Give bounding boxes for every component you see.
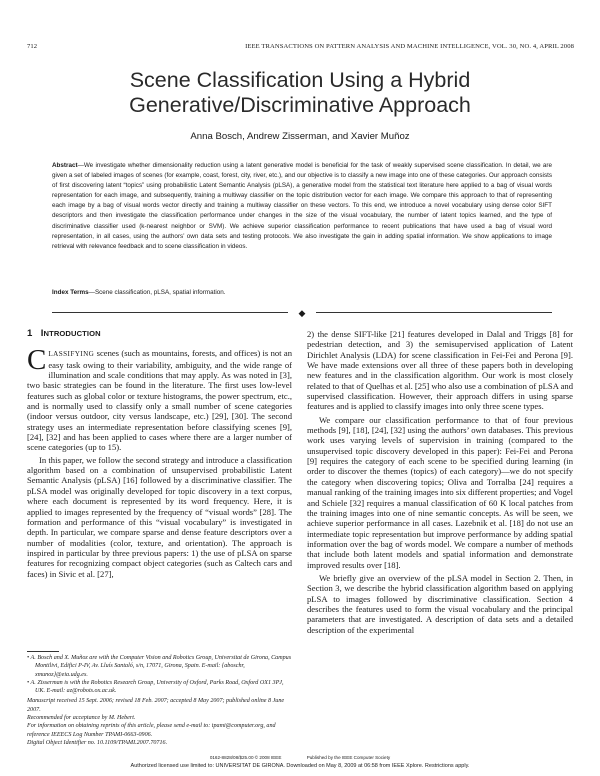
- paper-title: [0, 68, 600, 118]
- right-paragraph-3: We briefly give an overview of the pLSA model in Section 2. Then, in Section 3, we describe the hybrid classification algorithm based on applying pLSA to images followed by discriminative classification. Section 4 describes the features used to form the visual vocabulary and the principal parameters that are investigated. A description of data sets and a detailed description of the experimental: [307, 572, 573, 635]
- footnote-affiliation-1: • A. Bosch and X. Muñoz are with the Computer Vision and Robotics Group, Universitat de Girona, Campus Montilivi, Edifici P-IV, Av. Lluís Santaló, s/n, 17071, Girona, Spain. E-mail: {aboschr, xmunoz}@eia.udg.es.: [27, 655, 292, 678]
- abstract: [52, 161, 552, 252]
- footnote-affiliation-2: • A. Zisserman is with the Robotics Research Group, University of Oxford, Parks Road, Oxford OX1 3PJ, UK. E-mail: az@robots.ox.ac.uk.: [27, 679, 284, 695]
- section-title-rest: NTRODUCTION: [43, 329, 101, 338]
- abstract-text: —We investigate whether dimensionality reduction using a latent generative model is beneficial for the task of weakly supervised scene classification. In detail, we are given a set of labeled images of scenes (for example, coast, forest, city, river, etc.), and our objective is to classify a new image into one of these categories. Our approach consists of first discovering latent “topics” using probabilistic Latent Semantic Analysis (pLSA), a generative model from the statistical text literature here applied to a bag of visual words representation for each image, and subsequently, training a multiway classifier on the topic distribution vector for each image. We compare this approach to that of representing each image by a bag of visual words vector directly and training a multiway classifier on these vectors. To this end, we introduce a novel vocabulary using dense color SIFT descriptors and then investigate the classification performance under changes in the size of the visual vocabulary, the number of latent topics learned, and the type of discriminative classifier used (k-nearest neighbor or SVM). We achieve superior classification performance to recent publications that have used a bag of visual word representation, in all cases, using the authors’ own data sets and testing protocols. We also investigate the gain in adding spatial information. We show applications to image retrieval with relevance feedback and to scene classification in videos.: [52, 162, 552, 250]
- intro-paragraph-1-text: scenes (such as mountains, forests, and offices) is not an easy task owing to their variability, ambiguity, and the wide range of illumination and scale conditions that may apply. As was noted in [3], two basic strategies can be found in the literature. The first uses low-level features such as global color or texture histograms, the power spectrum, etc., and is normally used to classify only a small number of scene categories (indoor versus outdoor, city versus landscape, etc.) [29], [30]. The second strategy uses an intermediate representation before classifying scenes [9], [24], [32] and has been applied to cases where there are a larger number of scene categories (up to 15).: [27, 348, 292, 453]
- footnote-manuscript: Manuscript received 15 Sept. 2006; revised 18 Feb. 2007; accepted 8 May 2007; published online 8 June 2007.: [27, 698, 285, 713]
- drop-cap: C: [27, 344, 47, 377]
- issn-text: 0162-8828/08/$25.00 © 2008 IEEE: [209, 755, 282, 760]
- divider-line-left: [52, 312, 288, 313]
- section-title-initial: I: [40, 328, 44, 339]
- index-terms-label: Index Terms: [52, 289, 89, 296]
- title-line-1: Scene Classification Using a Hybrid: [129, 68, 471, 92]
- license-notice: Authorized licensed use limited to: UNIVERSITAT DE GIRONA. Downloaded on May 8, 2009 at 06:58 from IEEE Xplore. Restrictions apply.: [130, 763, 470, 769]
- section-number: 1: [27, 328, 33, 339]
- abstract-label: Abstract: [52, 162, 78, 169]
- first-word-smallcaps: LASSIFYING: [48, 350, 95, 359]
- divider-line-right: [316, 312, 552, 313]
- footnotes: [27, 654, 292, 747]
- right-paragraph-1: 2) the dense SIFT-like [21] features developed in Dalal and Triggs [8] for pedestrian detection, and 3) the semisupervised application of Latent Dirichlet Analysis (LDA) for scene classification in Fei-Fei and Perona [9]. We have made extensions over all three of these papers both in developing new features and in the classification algorithm. Our work is most closely related to that of Quelhas et al. [25] who also use a combination of pLSA and supervised classification. However, their approach differs in using sparse features and is applied to classify images into only three scene types.: [307, 329, 573, 412]
- author-list: Anna Bosch, Andrew Zisserman, and Xavier Muñoz: [190, 131, 410, 142]
- index-terms-text: —Scene classification, pLSA, spatial information.: [88, 289, 226, 296]
- journal-header: IEEE TRANSACTIONS ON PATTERN ANALYSIS AND MACHINE INTELLIGENCE, VOL. 30, NO. 4, APRIL 2008: [245, 43, 574, 50]
- right-paragraph-2: We compare our classification performance to that of four previous methods [9], [18], [24], [32] using the authors’ own databases. This previous work uses varying levels of supervision in training (compared to the unsupervised topic discovery developed in this paper): Fei-Fei and Perona [9] requires the category of each scene to be specified during learning (in order to discover the themes (topics) of each category)—we do not specify the category when discovering topics; Oliva and Torralba [24] requires a manual ranking of the training images into six different properties; and Vogel and Schiele [32] requires a manual classification of 60 K local patches from the training images into one of nine semantic concepts. As will be seen, we achieve superior performance in all cases. Lazebnik et al. [18] do not use an intermediate topic representation but improve performance by adding spatial information over the bag of words model. We compare a number of methods that include both latent models and spatial information and demonstrate improved results over [18].: [307, 414, 573, 570]
- index-terms: [52, 288, 552, 298]
- footnote-doi: Digital Object Identifier no. 10.1109/TPAMI.2007.70716.: [27, 739, 168, 746]
- intro-paragraph-2: In this paper, we follow the second strategy and introduce a classification algorithm based on a combination of unsupervised probabilistic Latent Semantic Analysis (pLSA) [16] followed by a discriminative classifier. The pLSA model was originally developed for topic discovery in a text corpus, where each document is represented by its word frequency. Here, it is applied to images represented by the frequency of “visual words” [28]. The formation and performance of this “visual vocabulary” is investigated in depth. In particular, we compare sparse and dense feature descriptors over a number of modalities (color, texture, and orientation). The approach is inspired in particular by three previous papers: 1) the use of pLSA on sparse features for recognizing compact object categories (such as Caltech cars and faces) in Sivic et al. [27],: [27, 454, 292, 579]
- diamond-icon: ◆: [298, 308, 306, 318]
- section-divider: [52, 308, 552, 318]
- section-heading: [27, 329, 292, 339]
- footnote-reprints: For information on obtaining reprints of this article, please send e-mail to: tpami@computer.org, and reference IEEECS Log Number TPAMI-0663-0906.: [27, 723, 276, 738]
- footnote-recommended: Recommended for acceptance by M. Hebert.: [27, 715, 136, 722]
- publisher-text: Published by the IEEE Computer Society: [306, 755, 391, 760]
- footnote-rule: [27, 651, 59, 652]
- copyright-line: [0, 755, 600, 760]
- intro-paragraph-1: [27, 344, 292, 453]
- left-column: [27, 329, 292, 579]
- title-line-2: Generative/Discriminative Approach: [129, 93, 471, 117]
- page-number: 712: [27, 43, 38, 50]
- right-column: [307, 329, 573, 635]
